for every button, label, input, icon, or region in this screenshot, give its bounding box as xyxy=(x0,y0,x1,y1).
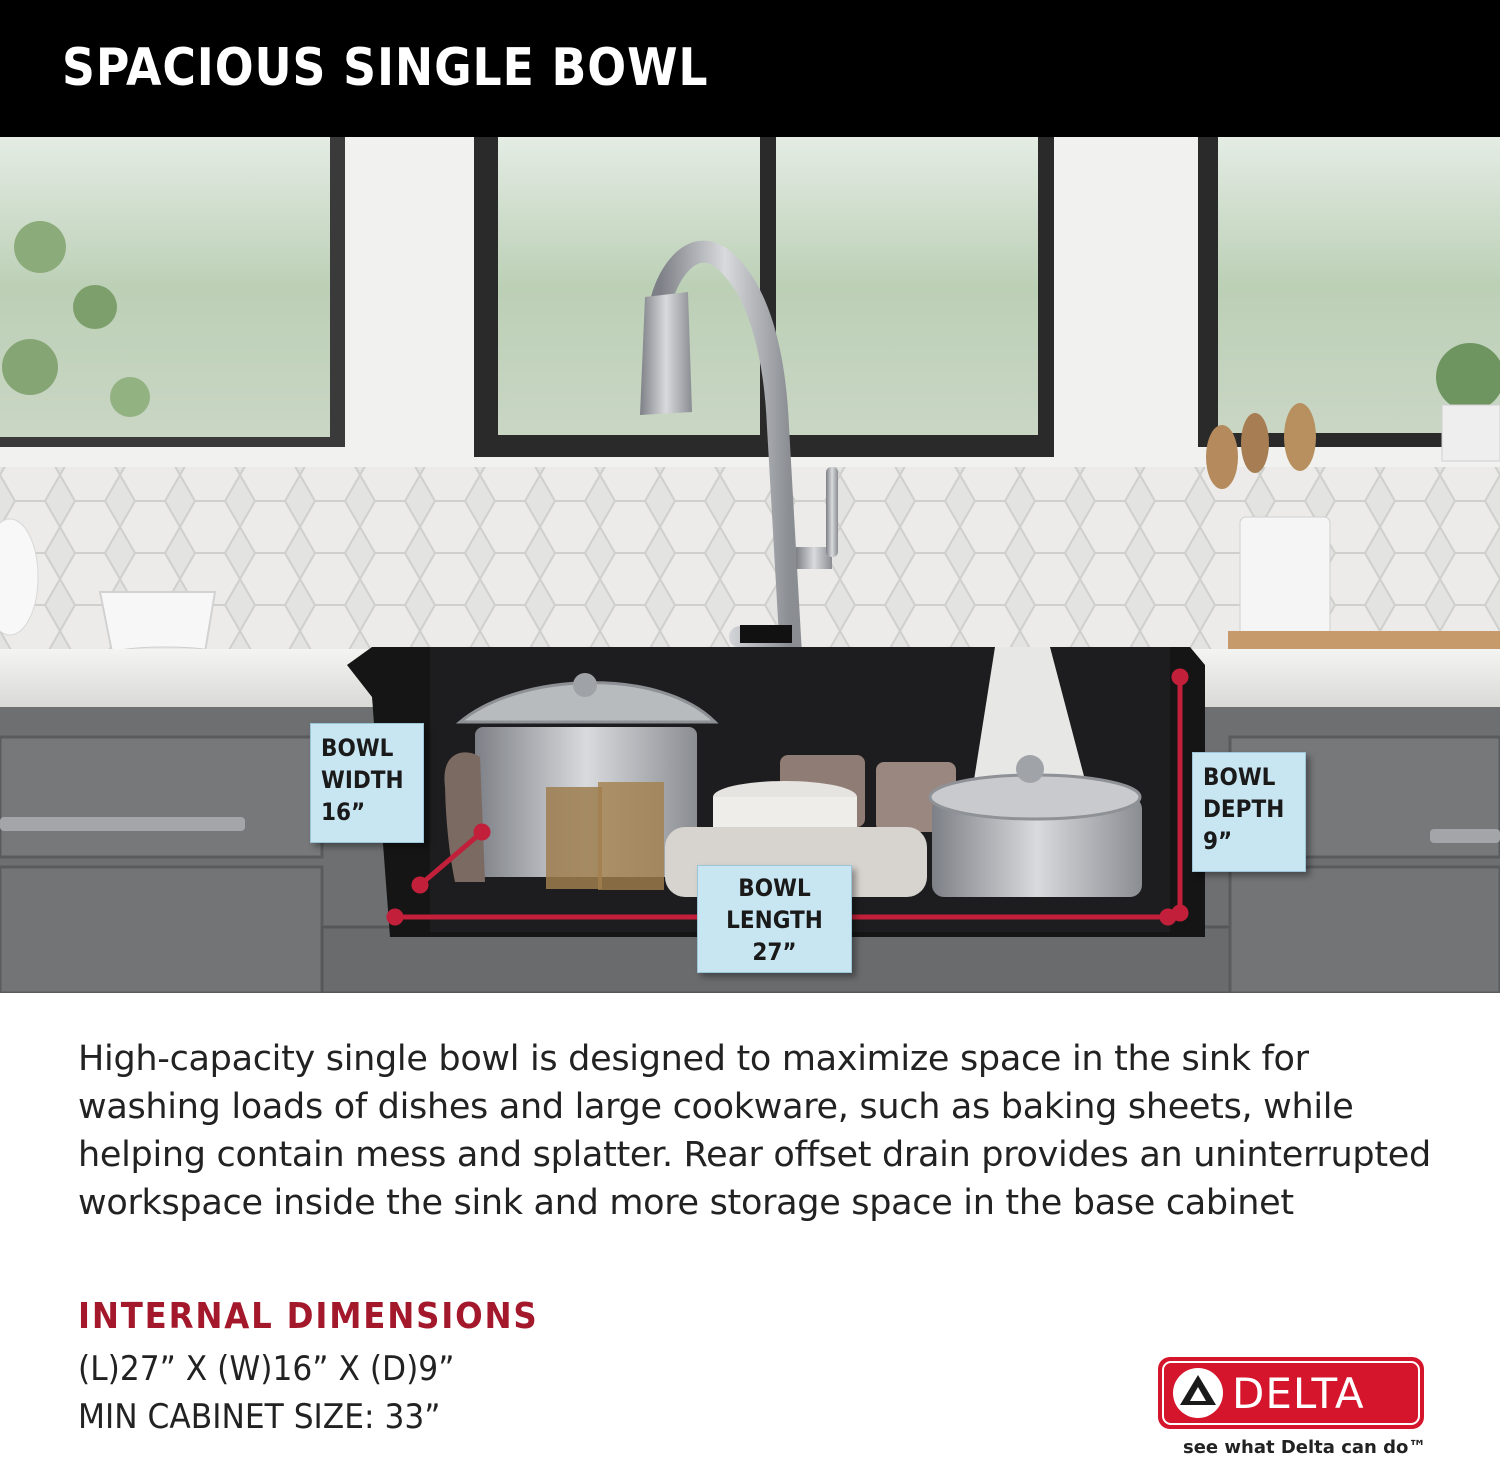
bowl-length-value: 27” xyxy=(752,938,797,966)
bowl-length-callout xyxy=(697,865,852,973)
page-title: SPACIOUS SINGLE BOWL xyxy=(62,38,709,98)
min-cabinet-size: MIN CABINET SIZE: 33” xyxy=(78,1397,441,1437)
bowl-width-callout xyxy=(310,723,424,843)
delta-logo xyxy=(1158,1357,1424,1429)
bowl-depth-line2: DEPTH xyxy=(1203,795,1285,823)
bowl-length-line1: BOWL xyxy=(738,874,811,902)
dimensions-size: (L)27” X (W)16” X (D)9” xyxy=(78,1349,455,1389)
kitchen-sink-photo xyxy=(0,137,1500,993)
bowl-width-line1: BOWL xyxy=(321,734,394,762)
internal-dimensions-heading: INTERNAL DIMENSIONS xyxy=(78,1296,539,1337)
bowl-depth-callout xyxy=(1192,752,1306,872)
product-description: High-capacity single bowl is designed to maximize space in the sink for washing loads of dishes and large cookware, such as baking sheets, while helping contain mess and splatter. Rear offset drain provides an uninterrupted workspace inside the sink and more storage space in the base cabinet xyxy=(78,1039,1431,1223)
bowl-depth-value: 9” xyxy=(1203,827,1233,855)
header-banner xyxy=(0,0,1500,137)
bowl-length-line2: LENGTH xyxy=(726,906,823,934)
bowl-width-value: 16” xyxy=(321,798,366,826)
brand-tagline: see what Delta can do™ xyxy=(1183,1437,1427,1458)
brand-name: DELTA xyxy=(1232,1369,1365,1418)
delta-triangle-icon xyxy=(1172,1367,1224,1419)
bowl-width-line2: WIDTH xyxy=(321,766,404,794)
bowl-depth-line1: BOWL xyxy=(1203,763,1276,791)
